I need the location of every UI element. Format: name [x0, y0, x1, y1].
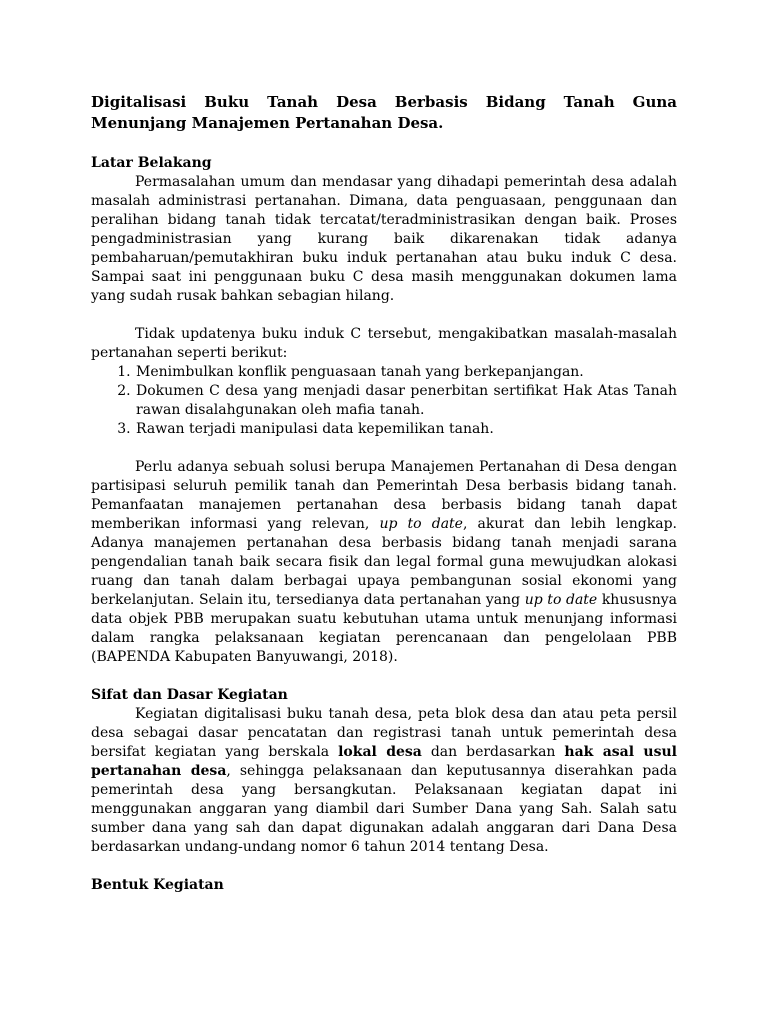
- paragraph-latar-belakang-3: [91, 458, 677, 667]
- document-title: [91, 92, 677, 134]
- bold-text-run: lokal desa: [338, 744, 422, 760]
- list-item: 2. Dokumen C desa yang menjadi dasar penerbitan sertifikat Hak Atas Tanah rawan disalahgunakan oleh mafia tanah.: [135, 382, 677, 420]
- text-run: Kegiatan digitalisasi buku tanah desa, peta blok desa dan atau peta persil desa sebagai dasar pencatatan dan registrasi tanah untuk pemerintah desa bersifat kegiatan yang berskala: [91, 706, 677, 760]
- text-run: Perlu adanya sebuah solusi berupa Manajemen Pertanahan di Desa dengan partisipasi seluruh pemilik tanah dan Pemerintah Desa berbasis bidang tanah. Pemanfaatan manajemen pertanahan desa berbasis bidang tanah dapat memberikan informasi yang relevan,: [91, 459, 677, 532]
- text-run: khususnya data objek PBB merupakan suatu kebutuhan utama untuk menunjang informasi dalam rangka pelaksanaan kegiatan perencanaan dan pengelolaan PBB (BAPENDA Kabupaten Banyuwangi, 2018).: [91, 592, 677, 665]
- problem-list: [91, 363, 677, 439]
- bold-text-run: hak asal usul pertanahan desa: [91, 744, 677, 779]
- paragraph-sifat-dasar-1: [91, 705, 677, 857]
- heading-sifat-dasar: Sifat dan Dasar Kegiatan: [91, 687, 288, 703]
- title-line-2: Menunjang Manajemen Pertanahan Desa.: [91, 114, 444, 132]
- spacer: [91, 134, 677, 154]
- spacer: [91, 857, 677, 876]
- spacer: [91, 439, 677, 458]
- document-body: [91, 92, 677, 895]
- list-item: 1. Menimbulkan konflik penguasaan tanah yang berkepanjangan.: [135, 363, 677, 382]
- text-run: , akurat dan lebih lengkap. Adanya manajemen pertanahan desa berbasis bidang tanah menjadi sarana pengendalian tanah baik secara fisik dan legal formal guna mewujudkan alokasi ruang dan tanah dalam berbagai upaya pembangunan sosial ekonomi yang berkelanjutan. Selain itu, tersedianya data pertanahan yang: [91, 516, 678, 608]
- text-run: , sehingga pelaksanaan dan keputusannya diserahkan pada pemerintah desa yang bersangkutan. Pelaksanaan kegiatan dapat ini menggunakan anggaran yang diambil dari Sumber Dana yang Sah. Salah satu sumber dana yang sah dan dapat digunakan adalah anggaran dari Dana Desa berdasarkan undang-undang nomor 6 tahun 2014 tentang Desa.: [91, 763, 677, 855]
- title-line-1: Digitalisasi Buku Tanah Desa Berbasis Bidang Tanah Guna: [91, 93, 677, 111]
- list-item: 3. Rawan terjadi manipulasi data kepemilikan tanah.: [135, 420, 677, 439]
- paragraph-latar-belakang-2: Tidak updatenya buku induk C tersebut, mengakibatkan masalah-masalah pertanahan seperti berikut:: [91, 326, 677, 361]
- heading-latar-belakang: Latar Belakang: [91, 155, 212, 171]
- italic-text-run: up to date: [524, 592, 598, 608]
- paragraph-latar-belakang-1: Permasalahan umum dan mendasar yang dihadapi pemerintah desa adalah masalah administrasi pertanahan. Dimana, data penguasaan, penggunaan dan peralihan bidang tanah tidak tercatat/teradministrasikan dengan baik. Proses pengadministrasian yang kurang baik dikarenakan tidak adanya pembaharuan/pemutakhiran buku induk pertanahan atau buku induk C desa. Sampai saat ini penggunaan buku C desa masih menggunakan dokumen lama yang sudah rusak bahkan sebagian hilang.: [91, 174, 677, 304]
- heading-bentuk-kegiatan: Bentuk Kegiatan: [91, 877, 224, 893]
- spacer: [91, 667, 677, 686]
- spacer: [91, 306, 677, 325]
- text-run: dan berdasarkan: [421, 744, 565, 760]
- italic-text-run: up to date: [379, 516, 463, 532]
